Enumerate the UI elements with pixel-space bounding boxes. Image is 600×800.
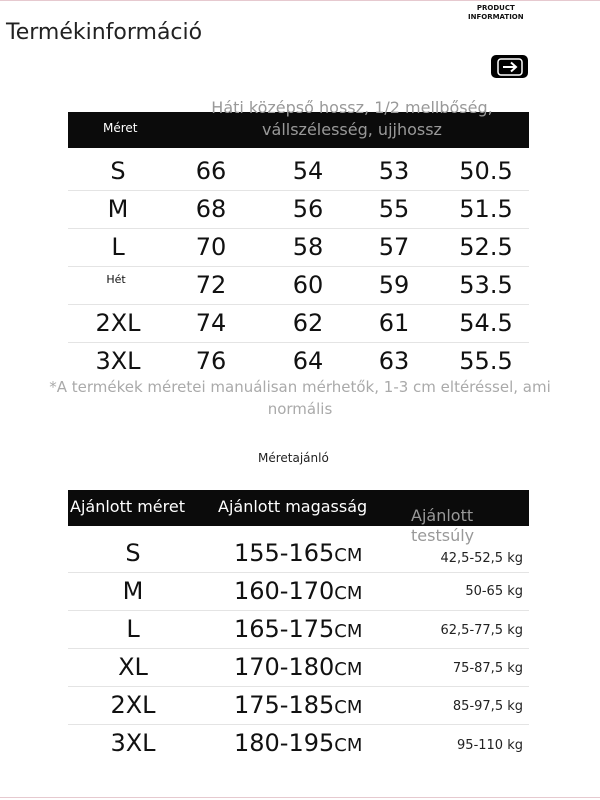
shoulder-cell: 55: [378, 195, 410, 223]
recommended-weight-cell: 75-87,5 kg: [452, 661, 523, 676]
shoulder-cell: 63: [378, 347, 410, 375]
weight-header-line2: testsúly: [411, 526, 475, 545]
shoulder-cell: 61: [378, 309, 410, 337]
sleeve-cell: 55.5: [459, 347, 513, 375]
table-row: [68, 190, 529, 229]
recommended-size-cell: 2XL: [110, 691, 156, 719]
product-information-label: [468, 4, 524, 22]
sleeve-cell: 50.5: [459, 157, 513, 185]
page-title: Termékinformáció: [6, 20, 203, 45]
table-row: [68, 152, 529, 191]
half-chest-cell: 60: [292, 271, 324, 299]
sleeve-cell: 52.5: [459, 233, 513, 261]
bottom-divider: [0, 797, 600, 798]
recommended-weight-cell: 95-110 kg: [457, 738, 523, 753]
shoulder-cell: 59: [378, 271, 410, 299]
half-chest-cell: 54: [292, 157, 324, 185]
recommended-size-header: Ajánlott méret: [70, 497, 185, 516]
product-info-line1: PRODUCT: [476, 4, 515, 12]
recommended-weight-cell: 50-65 kg: [465, 584, 523, 599]
half-chest-cell: 64: [292, 347, 324, 375]
recommended-weight-cell: 62,5-77,5 kg: [440, 623, 523, 638]
half-chest-cell: 58: [292, 233, 324, 261]
height-unit: CM: [334, 697, 363, 718]
table-row: [68, 610, 529, 649]
size-cell: 3XL: [95, 347, 141, 375]
height-range: 165-175: [234, 615, 335, 643]
height-unit: CM: [334, 545, 363, 566]
recommended-size-cell: XL: [118, 653, 148, 681]
measurement-note: [12, 376, 588, 420]
recommended-weight-cell: 42,5-52,5 kg: [440, 551, 523, 566]
recommended-size-cell: M: [122, 577, 144, 605]
sleeve-cell: 53.5: [459, 271, 513, 299]
recommended-height-header: Ajánlott magasság: [218, 497, 368, 516]
back-length-cell: 74: [195, 309, 227, 337]
table-row: [68, 724, 529, 762]
top-divider: [0, 0, 600, 1]
recommended-size-cell: S: [125, 539, 141, 567]
weight-header-line1: Ajánlott: [411, 506, 474, 525]
shoulder-cell: 53: [378, 157, 410, 185]
size-recommendation-title: Méretajánló: [258, 451, 329, 465]
recommended-height-cell: [234, 686, 362, 724]
note-line1: *A termékek méretei manuálisan mérhetők, 1-3 cm eltéréssel, ami: [49, 378, 551, 396]
size-cell: S: [110, 157, 126, 185]
size-cell: M: [107, 195, 129, 223]
table-row: [68, 304, 529, 343]
height-unit: CM: [334, 583, 363, 604]
measurement-columns-header: [178, 97, 526, 141]
table-row: [68, 266, 529, 305]
recommended-height-cell: [234, 648, 362, 686]
height-range: 160-170: [234, 577, 335, 605]
note-line2: normális: [267, 400, 333, 418]
recommended-size-cell: L: [126, 615, 140, 643]
recommended-height-cell: [234, 610, 362, 648]
height-range: 155-165: [234, 539, 335, 567]
table-row: [68, 686, 529, 725]
back-length-cell: 68: [195, 195, 227, 223]
measurement-header-line1: Háti középső hossz, 1/2 mellbőség,: [211, 98, 493, 117]
height-unit: CM: [334, 621, 363, 642]
recommended-height-cell: [234, 724, 362, 762]
recommended-height-cell: [234, 572, 362, 610]
sleeve-cell: 54.5: [459, 309, 513, 337]
size-cell: L: [111, 233, 125, 261]
size-cell: 2XL: [95, 309, 141, 337]
back-length-cell: 72: [195, 271, 227, 299]
table-row: [68, 572, 529, 611]
table-row: [68, 342, 529, 380]
sleeve-cell: 51.5: [459, 195, 513, 223]
table-row: [68, 228, 529, 267]
table-row: [68, 648, 529, 687]
half-chest-cell: 62: [292, 309, 324, 337]
size-cell: Hét: [106, 273, 126, 286]
measurement-header-line2: vállszélesség, ujjhossz: [262, 120, 442, 139]
height-unit: CM: [334, 659, 363, 680]
back-length-cell: 66: [195, 157, 227, 185]
table-row: [68, 534, 529, 573]
half-chest-cell: 56: [292, 195, 324, 223]
recommended-weight-cell: 85-97,5 kg: [452, 699, 523, 714]
height-unit: CM: [334, 735, 363, 756]
size-column-header: Méret: [103, 121, 138, 135]
product-info-line2: INFORMATION: [468, 13, 524, 21]
back-length-cell: 70: [195, 233, 227, 261]
height-range: 180-195: [234, 729, 335, 757]
recommended-height-cell: [234, 534, 362, 572]
height-range: 170-180: [234, 653, 335, 681]
arrow-right-button[interactable]: [491, 55, 528, 78]
arrow-right-icon: [497, 58, 523, 76]
recommended-size-cell: 3XL: [110, 729, 156, 757]
height-range: 175-185: [234, 691, 335, 719]
back-length-cell: 76: [195, 347, 227, 375]
shoulder-cell: 57: [378, 233, 410, 261]
